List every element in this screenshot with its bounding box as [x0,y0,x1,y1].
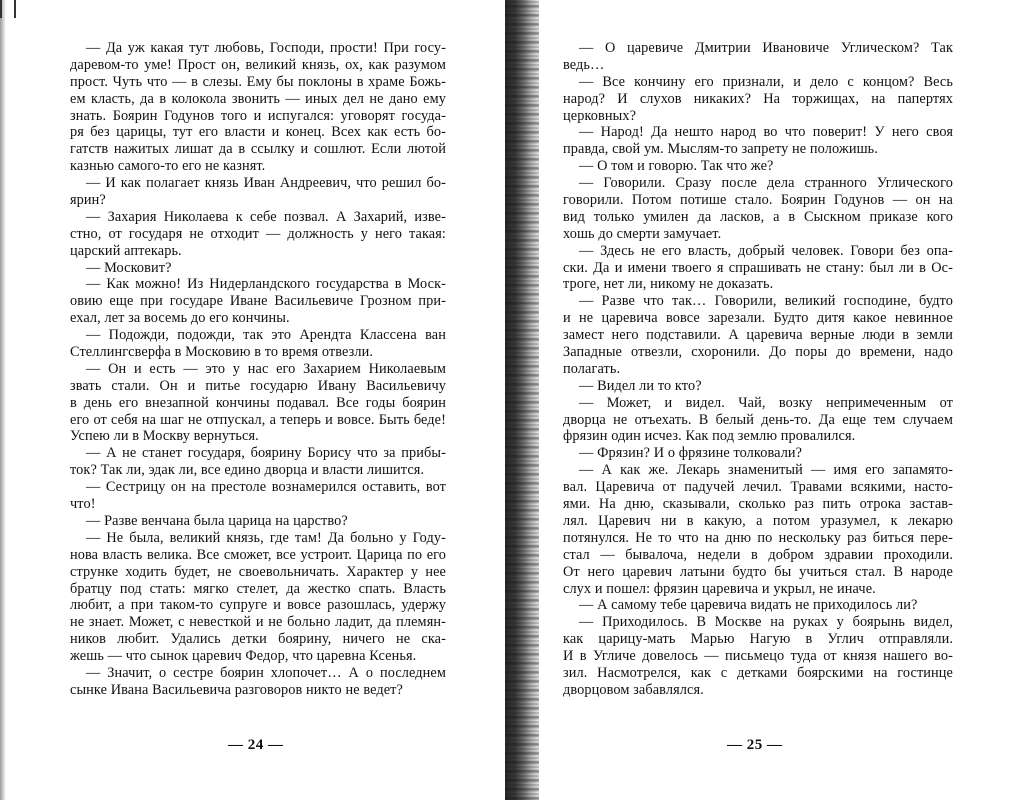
text-line: гатств нажитых лишат да в ссылку и сошлют. Если лютой [70,141,446,158]
text-line: братцу под стать: мягко стелет, да жестко спать. Власть [70,580,446,597]
text-line: троге, нет ли, никому не доказать. [563,276,774,293]
text-line: — А как же. Лекарь знаменитый — имя его запамято- [579,462,953,479]
text-line: прост. Чуть что — в слезы. Ему бы поклоны в храме Божь- [70,73,446,90]
text-line: — А не станет государя, боярину Борису что за прибы- [86,445,446,462]
text-line: что! [70,496,96,513]
text-line: — Народ! Да нешто народ во что поверит! У него своя [579,124,953,141]
text-line: — Разве венчана была царица на царство? [86,512,348,529]
text-line: — А самому тебе царевича видать не приходилось ли? [579,597,918,614]
left-page [0,0,505,800]
text-line: овию еще при государе Иване Васильевиче Грозном при- [70,293,446,310]
text-line: вид только умилен да ласков, а в Сыскном приказе кого [563,208,953,225]
text-line: — Может, и видел. Чай, возку непримеченным от [579,394,953,411]
text-line: ехал, лет за восемь до его кончины. [70,310,290,327]
text-line: — Приходилось. В Москве на руках у боярынь видел, [579,614,953,631]
text-line: — Значит, о сестре боярин хлопочет… А о последнем [86,664,446,681]
text-line: — Не была, великий князь, где там! Да больно у Году- [86,529,446,546]
text-line: знать. Боярин Годунов того и испугался: уговорят госуда- [70,107,446,124]
text-line: замест него подставили. А царевича верные люди в земли [563,327,953,344]
text-line: и не царевича вовсе зарезали. Будто дитя какое невинное [563,310,953,327]
text-line: — И как полагает князь Иван Андреевич, что решил бо- [86,175,446,192]
text-line: — Говорили. Сразу после дела странного Углического [579,175,953,192]
text-line: стал — бывалоча, недели в добром здравии проходили. [563,546,953,563]
left-page-number: — 24 — [228,737,284,753]
text-line: стно, от государя не отходит — должность у него такая: [70,225,446,242]
text-line: даревом-то уме! Прост он, великий князь, ох, как разумом [70,56,446,73]
text-line: слух и пошел: фрязин царевича и укрыл, не иначе. [563,580,876,597]
text-line: — Подожди, подожди, так это Арендта Классена ван [86,327,446,344]
text-line: — Московит? [86,259,172,276]
text-line: ем класть, да в колокола звонить — иных дел не дано ему [70,90,446,107]
text-line: в день его внезапной кончины подавал. Все годы боярин [70,394,446,411]
text-line: полагать. [563,360,621,377]
text-line: вал. Царевича от падучей лечил. Травами всякими, насто- [563,479,953,496]
text-line: — Видел ли то кто? [579,377,702,394]
text-line: фрязин один исчез. Как под землю провалился. [563,428,856,445]
right-page [505,0,1014,800]
text-line: правда, свой ум. Мыслям-то запрету не положишь. [563,141,878,158]
text-line: — Да уж какая тут любовь, Господи, прости! При госу- [86,40,446,56]
right-page-text [563,40,953,699]
text-line: ток? Так ли, эдак ли, все едино дворца и власти лишится. [70,462,425,479]
text-line: ями. На дню, сказывали, сколько раз пить отрока застав- [563,496,953,513]
text-line: — Все кончину его признали, и дело с концом? Весь [579,73,953,90]
text-line: ников любит. Удались детки боярину, ничего не ска- [70,631,446,648]
text-line: ря без царицы, тут его власти и конец. Всех как есть бо- [70,124,446,141]
text-line: царский аптекарь. [70,242,182,259]
text-line: не знает. Может, с невесткой и не больно ладит, да племян- [70,614,446,631]
text-line: лял. Царевич ни в какую, а потом уразумел, к лекарю [563,512,953,529]
text-line: хошь до смерти замучает. [563,225,722,242]
text-line: нова власть велика. Все сможет, все устроит. Царица по его [70,546,446,563]
text-line: сынке Ивана Васильевича разговоров никто не ведет? [70,681,403,698]
text-line: струнке ходить будет, не своевольничать. Характер у нее [70,563,446,580]
text-line: ведь… [563,56,605,73]
text-line: церковных? [563,107,637,124]
text-line: — Разве что так… Говорили, великий господине, будто [579,293,953,310]
text-line: дворца не отъехать. В белый день-то. Да еще тем случаем [563,411,953,428]
right-page-number: — 25 — [727,737,783,753]
text-line: ски. Да и имени твоего я спрашивать не стану: был ли в Ос- [563,259,953,276]
text-line: жешь — что сынок царевич Федор, что царевна Ксенья. [70,648,417,665]
text-line: — Как можно! Из Нидерландского государства в Моск- [86,276,446,293]
text-line: говорили. Потом потише стало. Боярин Годунов — он на [563,192,953,209]
text-line: — Фрязин? И о фрязине толковали? [579,445,803,462]
text-line: ярин? [70,192,106,209]
text-line: дворцовом забавлялся. [563,681,704,698]
text-line: Западные отвезли, схоронили. До поры до времени, надо [563,344,953,361]
text-line: зил. Насмотрелся, как с детками боярскими на гостинце [563,664,953,681]
text-line: любит, а при таком-то супруге и вовсе разошлась, удержу [70,597,446,614]
text-line: — Сестрицу он на престоле вознамерился оставить, вот [86,479,446,496]
text-line: — Захария Николаева к себе позвал. А Захарий, изве- [86,208,446,225]
text-line: его от себя на шаг не отпускал, а теперь и вовсе. Быть беде! [70,411,446,428]
text-line: — Здесь не его власть, добрый человек. Говори без опа- [579,242,953,259]
text-line: — О царевиче Дмитрии Ивановиче Углическом? Так [579,40,953,56]
text-line: — Он и есть — это у нас его Захарием Николаевым [86,360,446,377]
text-line: звать стали. Он и питье государю Ивану Васильевичу [70,377,446,394]
text-line: как царицу-мать Марью Нагую в Углич отправляли. [563,631,953,648]
left-page-text [70,40,446,699]
text-line: потянулся. Не то что на дню по нескольку раз биться пере- [563,529,953,546]
text-line: — О том и говорю. Так что же? [579,158,774,175]
text-line: Успею ли в Москву вернуться. [70,428,259,445]
text-line: казнью самого-то его не казнят. [70,158,266,175]
text-line: народ? И слухов никаких? На торжищах, на папертях [563,90,953,107]
text-line: Стеллингсверфа в Московию в то время отвезли. [70,344,374,361]
text-line: От него царевич латыни будто бы учиться стал. В народе [563,563,953,580]
text-line: И в Угличе довелось — письмецо туда от князя нашего во- [563,648,953,665]
